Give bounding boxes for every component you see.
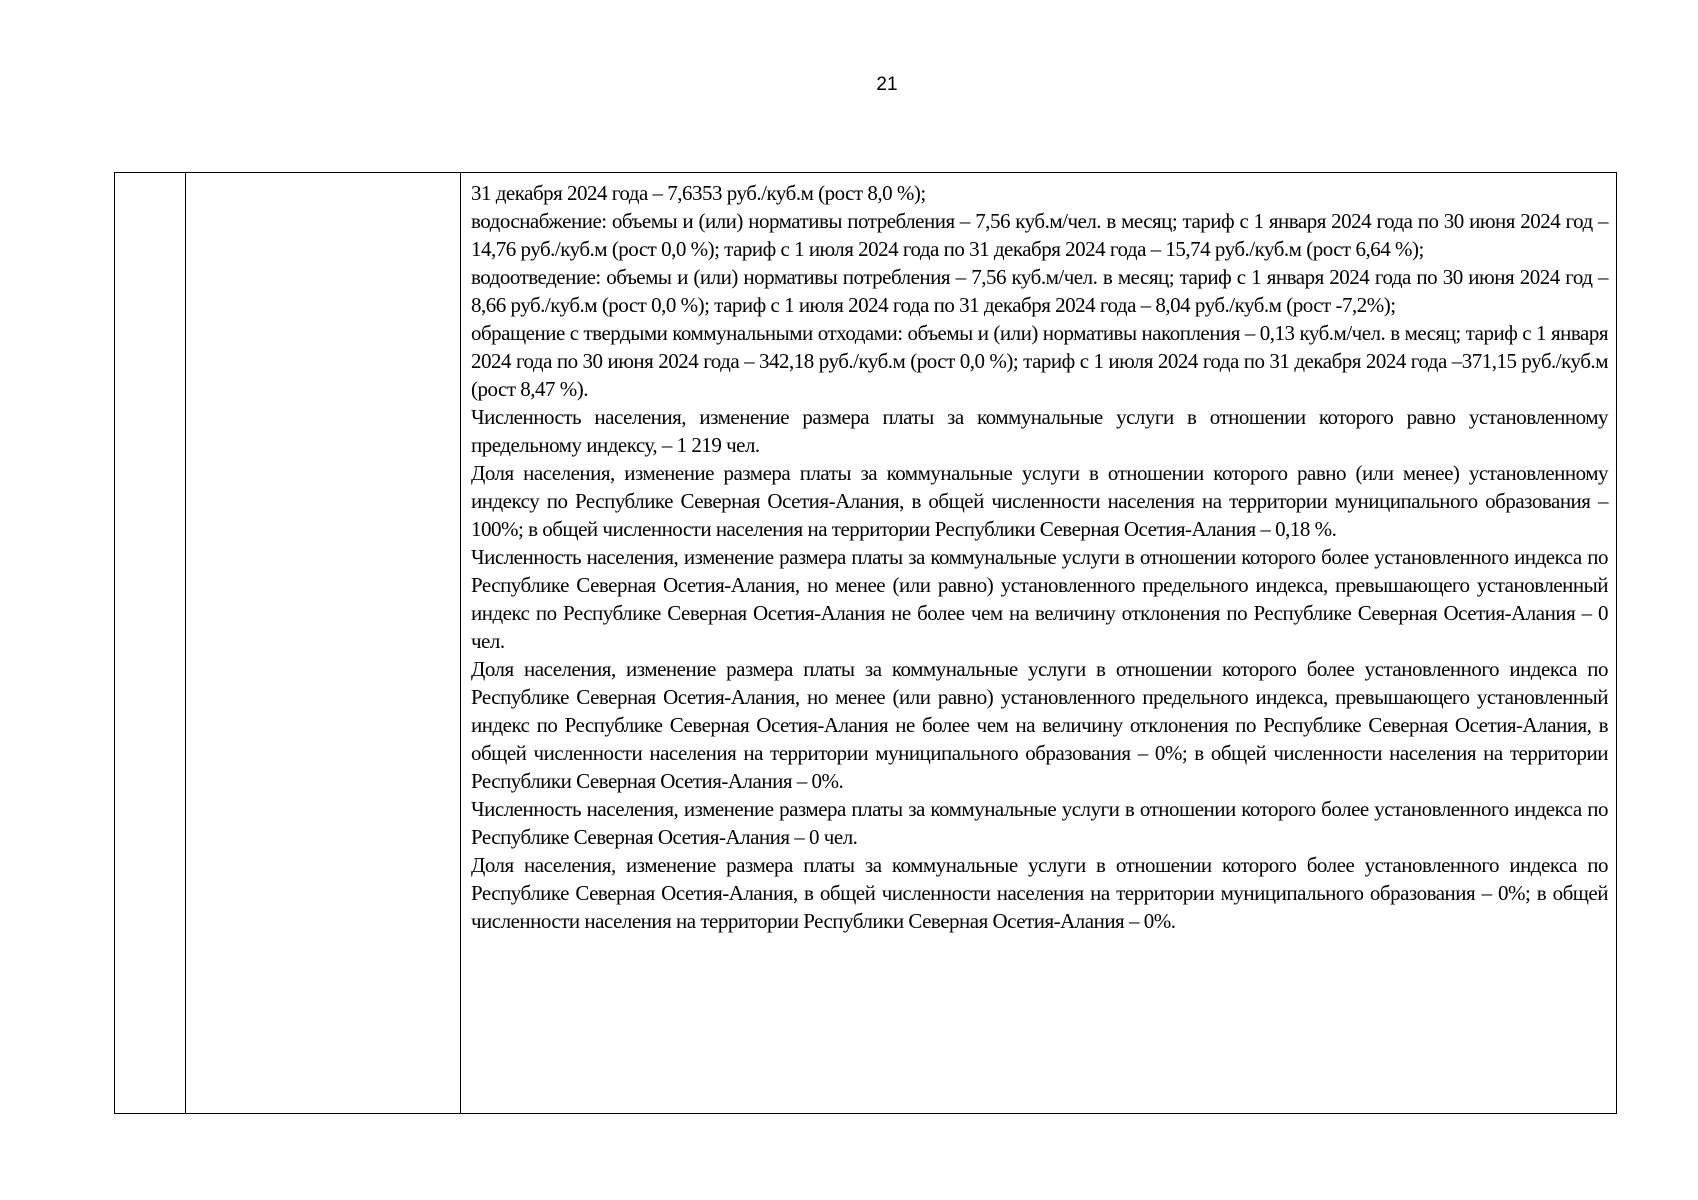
paragraph: Доля населения, изменение размера платы за коммунальные услуги в отношении которого более установленного индекса по Республике Северная Осетия-Алания, в общей численности населения на территории муниципального образования – 0%; в общей численности населения на территории Республики Северная Осетия-Алания – 0%. — [471, 853, 1608, 933]
paragraph: водоснабжение: объемы и (или) нормативы потребления – 7,56 куб.м/чел. в месяц; тариф с 1 января 2024 года по 30 июня 2024 год – 14,76 руб./куб.м (рост 0,0 %); тариф с 1 июля 2024 года по 31 декабря 2024 года – 15,74 руб./куб.м (рост 6,64 %); — [471, 209, 1608, 261]
paragraph: Численность населения, изменение размера платы за коммунальные услуги в отношении которого более установленного индекса по Республике Северная Осетия-Алания, но менее (или равно) установленного предельного индекса, превышающего установленный индекс по Республике Северная Осетия-Алания не более чем на величину отклонения по Республике Северная Осетия-Алания – 0 чел. — [471, 545, 1608, 653]
table-cell-number — [115, 173, 186, 1114]
paragraph: 31 декабря 2024 года – 7,6353 руб./куб.м (рост 8,0 %); — [471, 181, 926, 205]
table-cell-content — [461, 173, 1617, 1114]
paragraph: обращение с твердыми коммунальными отходами: объемы и (или) нормативы накопления – 0,13 куб.м/чел. в месяц; тариф с 1 января 2024 года по 30 июня 2024 года – 342,18 руб./куб.м (рост 0,0 %); тариф с 1 июля 2024 года по 31 декабря 2024 года –371,15 руб./куб.м (рост 8,47 %). — [471, 321, 1608, 401]
table-cell-name — [186, 173, 461, 1114]
paragraph: Численность населения, изменение размера платы за коммунальные услуги в отношении которого равно установленному предельному индексу, – 1 219 чел. — [471, 405, 1608, 457]
page-number: 21 — [876, 74, 898, 95]
document-table — [114, 172, 1617, 1114]
paragraph: Численность населения, изменение размера платы за коммунальные услуги в отношении которого более установленного индекса по Республике Северная Осетия-Алания – 0 чел. — [471, 797, 1608, 849]
paragraph: Доля населения, изменение размера платы за коммунальные услуги в отношении которого более установленного индекса по Республике Северная Осетия-Алания, но менее (или равно) установленного предельного индекса, превышающего установленный индекс по Республике Северная Осетия-Алания не более чем на величину отклонения по Республике Северная Осетия-Алания, в общей численности населения на территории муниципального образования – 0%; в общей численности населения на территории Республики Северная Осетия-Алания – 0%. — [471, 657, 1608, 793]
table-row — [115, 173, 1617, 1114]
paragraph: Доля населения, изменение размера платы за коммунальные услуги в отношении которого равно (или менее) установленному индексу по Республике Северная Осетия-Алания, в общей численности населения на территории муниципального образования – 100%; в общей численности населения на территории Республики Северная Осетия-Алания – 0,18 %. — [471, 461, 1608, 541]
paragraph: водоотведение: объемы и (или) нормативы потребления – 7,56 куб.м/чел. в месяц; тариф с 1 января 2024 года по 30 июня 2024 год – 8,66 руб./куб.м (рост 0,0 %); тариф с 1 июля 2024 года по 31 декабря 2024 года – 8,04 руб./куб.м (рост -7,2%); — [471, 265, 1608, 317]
